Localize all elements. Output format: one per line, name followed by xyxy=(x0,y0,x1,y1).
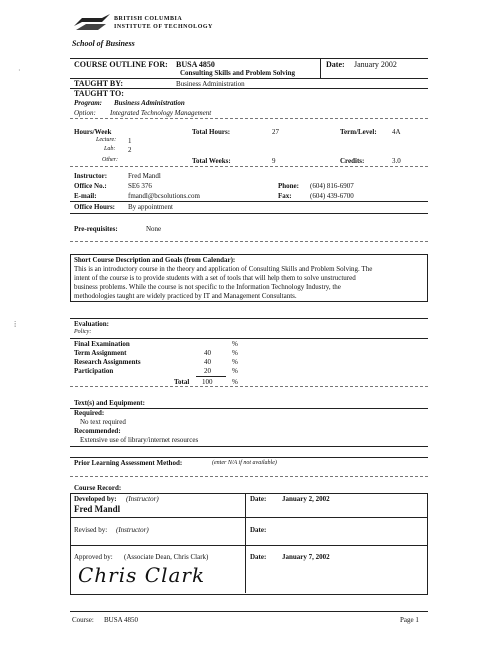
eval-row-label: Participation xyxy=(74,367,114,375)
term-label: Term/Level: xyxy=(340,128,377,136)
eval-row-unit: % xyxy=(232,349,238,357)
rule xyxy=(196,376,226,377)
rule xyxy=(70,386,428,387)
hours-week-label: Hours/Week xyxy=(74,128,112,136)
credits-label: Credits: xyxy=(340,157,365,165)
rule xyxy=(70,166,428,167)
revised-label: Revised by: xyxy=(74,526,108,534)
texts-heading: Text(s) and Equipment: xyxy=(74,399,145,407)
developed-role: (Instructor) xyxy=(126,495,159,503)
date-label: Date: xyxy=(326,60,345,69)
eval-row-unit: % xyxy=(232,358,238,366)
rule xyxy=(70,517,428,518)
description-line: This is an introductory course in the theory and application of Consulting Skills and Problem Solving. The xyxy=(74,265,373,273)
recommended-value: Extensive use of library/internet resources xyxy=(80,436,199,444)
course-outline-label: COURSE OUTLINE FOR: xyxy=(74,60,168,69)
credits-value: 3.0 xyxy=(392,157,401,165)
developed-date-label: Date: xyxy=(250,495,267,503)
rule xyxy=(245,493,246,593)
program-value: Business Administration xyxy=(114,99,185,107)
rule xyxy=(70,408,428,409)
office-no-value: SE6 376 xyxy=(128,182,152,190)
option-value: Integrated Technology Management xyxy=(110,109,212,117)
eval-total-label: Total xyxy=(174,378,190,386)
total-hours-value: 27 xyxy=(272,128,279,136)
office-no-label: Office No.: xyxy=(74,182,107,190)
institute-line1: BRITISH COLUMBIA xyxy=(114,16,183,22)
program-label: Program: xyxy=(74,99,102,107)
course-code: BUSA 4850 xyxy=(176,60,215,69)
phone-label: Phone: xyxy=(278,182,299,190)
instructor-value: Fred Mandl xyxy=(128,172,161,180)
eval-row-label: Term Assignment xyxy=(74,349,127,357)
footer-page: Page 1 xyxy=(400,616,419,624)
fax-value: (604) 439-6700 xyxy=(310,192,354,200)
developed-name: Fred Mandl xyxy=(74,504,121,514)
rule xyxy=(70,446,428,447)
rule xyxy=(70,118,428,119)
evaluation-heading: Evaluation: xyxy=(74,320,110,328)
margin-mark: ⁞ xyxy=(14,320,17,329)
rule xyxy=(320,58,321,78)
margin-mark: · xyxy=(18,66,21,75)
rule xyxy=(70,476,428,477)
rule xyxy=(70,457,428,458)
recommended-label: Recommended: xyxy=(74,427,121,435)
option-label: Option: xyxy=(74,109,96,117)
approved-label: Approved by: xyxy=(74,553,113,561)
description-heading: Short Course Description and Goals (from Calendar): xyxy=(74,256,236,264)
course-title: Consulting Skills and Problem Solving xyxy=(180,69,296,77)
bcit-logo xyxy=(72,12,112,34)
rule xyxy=(70,318,428,319)
developed-date: January 2, 2002 xyxy=(282,495,330,503)
revised-date-label: Date: xyxy=(250,526,267,534)
rule xyxy=(70,241,428,242)
fax-label: Fax: xyxy=(278,192,292,200)
term-value: 4A xyxy=(392,128,401,136)
description-line: methodologies taught are widely practiced by IT and Management Consultants. xyxy=(74,292,297,300)
lab-value: 2 xyxy=(128,146,132,154)
rule xyxy=(70,201,428,202)
office-hours-label: Office Hours: xyxy=(74,203,116,211)
description-line: business problems. While the course is not specific to the Information Technology Industry, the xyxy=(74,283,341,291)
signature: Chris Clark xyxy=(78,563,206,587)
rule xyxy=(70,611,428,612)
eval-total-value: 100 xyxy=(202,378,213,386)
lab-label: Lab: xyxy=(104,146,116,152)
total-weeks-value: 9 xyxy=(272,157,276,165)
rule xyxy=(70,78,428,79)
eval-row-value: 20 xyxy=(204,367,211,375)
eval-row-unit: % xyxy=(232,340,238,348)
rule xyxy=(70,545,428,546)
total-weeks-label: Total Weeks: xyxy=(192,157,231,165)
eval-total-unit: % xyxy=(232,378,238,386)
email-label: E-mail: xyxy=(74,192,97,200)
rule xyxy=(70,338,428,339)
taught-by-value: Business Administration xyxy=(176,80,245,88)
prereq-label: Pre-requisites: xyxy=(74,225,118,233)
eval-row-value: 40 xyxy=(204,358,211,366)
approved-role: (Associate Dean, Chris Clark) xyxy=(124,553,209,561)
email-value: fmandl@bcsolutions.com xyxy=(128,192,200,200)
footer-course-label: Course: xyxy=(72,616,94,624)
rule xyxy=(70,58,428,59)
footer-course-value: BUSA 4850 xyxy=(104,616,139,624)
school-name: School of Business xyxy=(72,39,135,48)
description-line: intent of the course is to provide students with a set of tools that will help them to solve unstructured xyxy=(74,274,356,282)
instructor-label: Instructor: xyxy=(74,172,108,180)
rule xyxy=(70,213,428,214)
required-label: Required: xyxy=(74,409,105,417)
total-hours-label: Total Hours: xyxy=(192,128,231,136)
approved-date-label: Date: xyxy=(250,553,267,561)
eval-row-unit: % xyxy=(232,367,238,375)
approved-date: January 7, 2002 xyxy=(282,553,330,561)
taught-by-label: TAUGHT BY: xyxy=(74,79,123,88)
record-heading: Course Record: xyxy=(74,484,122,492)
phone-value: (604) 816-6907 xyxy=(310,182,354,190)
pla-label: Prior Learning Assessment Method: xyxy=(74,459,183,467)
eval-row-label: Research Assignments xyxy=(74,358,141,366)
revised-role: (Instructor) xyxy=(116,526,149,534)
lecture-label: Lecture: xyxy=(96,137,117,143)
lecture-value: 1 xyxy=(128,137,132,145)
policy-label: Policy: xyxy=(74,329,92,335)
pla-note: (enter N/A if not available) xyxy=(212,460,277,466)
eval-row-label: Final Examination xyxy=(74,340,130,348)
institute-line2: INSTITUTE OF TECHNOLOGY xyxy=(114,24,213,30)
eval-row-value: 40 xyxy=(204,349,211,357)
taught-to-label: TAUGHT TO: xyxy=(74,89,124,98)
prereq-value: None xyxy=(146,225,162,233)
developed-label: Developed by: xyxy=(74,495,117,503)
required-value: No text required xyxy=(80,418,126,426)
date-value: January 2002 xyxy=(354,60,397,69)
office-hours-value: By appointment xyxy=(128,203,173,211)
other-label: Other: xyxy=(102,157,118,163)
